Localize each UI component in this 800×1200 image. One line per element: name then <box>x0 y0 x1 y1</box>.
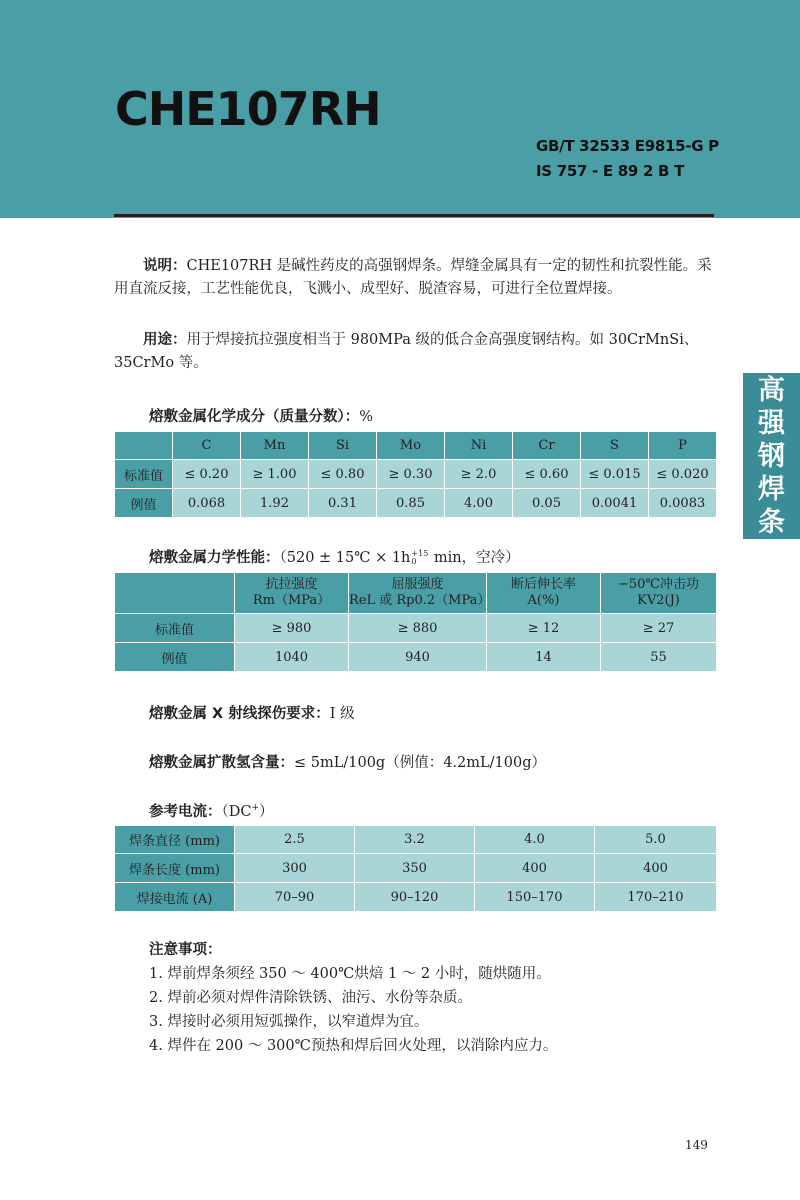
row-header: 焊条直径 (mm) <box>115 826 235 854</box>
header-line: 断后伸长率 <box>510 577 576 592</box>
current-polarity <box>222 804 274 820</box>
table-cell: 170–210 <box>595 883 717 912</box>
table-header-row <box>115 573 717 614</box>
hydrogen-title: 熔敷金属扩散氢含量： <box>149 755 294 771</box>
row-header: 例值 <box>115 643 235 672</box>
table-cell: 1.92 <box>241 489 309 518</box>
table-cell: 0.05 <box>513 489 581 518</box>
mechanical-heading <box>149 546 520 567</box>
table-corner <box>115 573 235 614</box>
column-header: C <box>173 432 241 460</box>
header-line: 抗拉强度 <box>265 577 318 592</box>
table-cell: 4.0 <box>475 826 595 854</box>
table-cell: 5.0 <box>595 826 717 854</box>
column-header: Ni <box>445 432 513 460</box>
table-cell: ≤ 0.80 <box>309 460 377 489</box>
chemistry-table <box>114 431 717 518</box>
row-header: 标准值 <box>115 460 173 489</box>
mechanical-title: 熔敷金属力学性能： <box>149 550 280 566</box>
column-header <box>235 573 349 614</box>
header-band <box>0 0 800 218</box>
standards-block <box>536 134 719 184</box>
usage-paragraph <box>114 329 720 375</box>
xray-line <box>149 702 355 723</box>
mechanical-table <box>114 572 717 672</box>
tab-char: 钢 <box>758 440 785 472</box>
table-row <box>115 883 717 912</box>
table-cell: ≤ 0.60 <box>513 460 581 489</box>
tolerance-lower: 0 <box>411 557 417 566</box>
table-cell: ≤ 0.015 <box>581 460 649 489</box>
table-cell: 0.31 <box>309 489 377 518</box>
table-cell: 0.068 <box>173 489 241 518</box>
column-header: Mo <box>377 432 445 460</box>
table-cell: ≥ 980 <box>235 614 349 643</box>
table-cell: 3.2 <box>355 826 475 854</box>
row-header: 例值 <box>115 489 173 518</box>
table-row <box>115 643 717 672</box>
tab-char: 高 <box>758 374 785 406</box>
tab-char: 强 <box>758 407 785 439</box>
category-tab <box>743 373 800 539</box>
header-line: 屈服强度 <box>391 577 444 592</box>
header-line: −50℃冲击功 <box>618 577 699 592</box>
column-header <box>601 573 717 614</box>
usage-text: 用于焊接抗拉强度相当于 980MPa 级的低合金高强度钢结构。如 30CrMnSi、35CrMo 等。 <box>114 332 699 371</box>
table-cell: ≥ 0.30 <box>377 460 445 489</box>
description-label: 说明： <box>143 258 187 274</box>
column-header <box>349 573 491 614</box>
table-cell: ≥ 12 <box>487 614 601 643</box>
table-cell: ≥ 2.0 <box>445 460 513 489</box>
table-cell: 14 <box>487 643 601 672</box>
chemistry-title: 熔敷金属化学成分（质量分数）： <box>149 409 360 425</box>
table-cell: 150–170 <box>475 883 595 912</box>
column-header: Cr <box>513 432 581 460</box>
hydrogen-line <box>149 751 546 772</box>
xray-title: 熔敷金属 X 射线探伤要求： <box>149 706 330 722</box>
description-text: CHE107RH 是碱性药皮的高强钢焊条。焊缝金属具有一定的韧性和抗裂性能。采用直流反接，工艺性能优良，飞溅小、成型好、脱渣容易，可进行全位置焊接。 <box>114 258 712 297</box>
column-header <box>487 573 601 614</box>
page-number: 149 <box>685 1138 708 1152</box>
condition-text-end: min，空冷） <box>429 550 520 566</box>
polarity-sign: + <box>251 803 260 814</box>
note-item: 4. 焊件在 200 ～ 300℃预热和焊后回火处理，以消除内应力。 <box>149 1038 558 1054</box>
table-cell: 90–120 <box>355 883 475 912</box>
tab-char: 焊 <box>758 473 785 505</box>
table-cell: ≥ 1.00 <box>241 460 309 489</box>
note-item: 3. 焊接时必须用短弧操作，以窄道焊为宜。 <box>149 1014 429 1030</box>
table-row <box>115 854 717 883</box>
table-cell: 0.85 <box>377 489 445 518</box>
table-cell: 350 <box>355 854 475 883</box>
table-cell: 1040 <box>235 643 349 672</box>
tolerance-upper: +15 <box>411 549 429 558</box>
usage-label: 用途： <box>143 332 187 348</box>
current-title: 参考电流： <box>149 804 222 820</box>
table-cell: 0.0041 <box>581 489 649 518</box>
note-item: 1. 焊前焊条须经 350 ～ 400℃烘焙 1 ～ 2 小时，随烘随用。 <box>149 966 551 982</box>
table-cell: 300 <box>235 854 355 883</box>
polarity-text: （DC <box>221 804 252 820</box>
product-title: CHE107RH <box>115 82 381 136</box>
polarity-close: ） <box>259 804 274 820</box>
table-cell: ≥ 27 <box>601 614 717 643</box>
condition-text: （520 ± 15℃ × 1h <box>279 550 411 566</box>
row-header: 焊接电流 (A) <box>115 883 235 912</box>
column-header: P <box>649 432 717 460</box>
chemistry-heading <box>149 405 373 426</box>
table-cell: 4.00 <box>445 489 513 518</box>
table-cell: ≥ 880 <box>349 614 487 643</box>
table-row <box>115 826 717 854</box>
notes-title: 注意事项： <box>149 942 222 958</box>
notes-section <box>149 938 557 1058</box>
row-header: 焊条长度 (mm) <box>115 854 235 883</box>
table-cell: 400 <box>475 854 595 883</box>
current-heading <box>149 800 274 821</box>
condition-tolerance <box>411 550 428 566</box>
description-paragraph <box>114 255 720 301</box>
column-header: Si <box>309 432 377 460</box>
standard-gb: GB/T 32533 E9815-G P <box>536 137 719 155</box>
table-header-row <box>115 432 717 460</box>
table-row <box>115 460 717 489</box>
table-row <box>115 489 717 518</box>
header-rule <box>114 214 714 217</box>
table-cell: ≤ 0.20 <box>173 460 241 489</box>
tab-char: 条 <box>758 506 785 538</box>
column-header: Mn <box>241 432 309 460</box>
header-line: KV2(J) <box>637 593 680 608</box>
header-line: A(%) <box>527 593 560 608</box>
row-header: 标准值 <box>115 614 235 643</box>
note-item: 2. 焊前必须对焊件清除铁锈、油污、水份等杂质。 <box>149 990 472 1006</box>
current-table <box>114 825 717 912</box>
table-cell: 400 <box>595 854 717 883</box>
mechanical-condition <box>280 550 520 566</box>
table-cell: 0.0083 <box>649 489 717 518</box>
header-line: ReL 或 Rp0.2（MPa） <box>349 593 491 608</box>
standard-is: IS 757 - E 89 2 B T <box>536 162 684 180</box>
table-cell: 70–90 <box>235 883 355 912</box>
table-row <box>115 614 717 643</box>
table-cell: 55 <box>601 643 717 672</box>
table-cell: 940 <box>349 643 487 672</box>
header-line: Rm（MPa） <box>252 593 331 608</box>
hydrogen-value: ≤ 5mL/100g（例值：4.2mL/100g） <box>294 755 546 771</box>
xray-value: I 级 <box>329 706 355 722</box>
column-header: S <box>581 432 649 460</box>
table-cell: 2.5 <box>235 826 355 854</box>
table-corner <box>115 432 173 460</box>
table-cell: ≤ 0.020 <box>649 460 717 489</box>
chemistry-unit: % <box>359 409 374 425</box>
